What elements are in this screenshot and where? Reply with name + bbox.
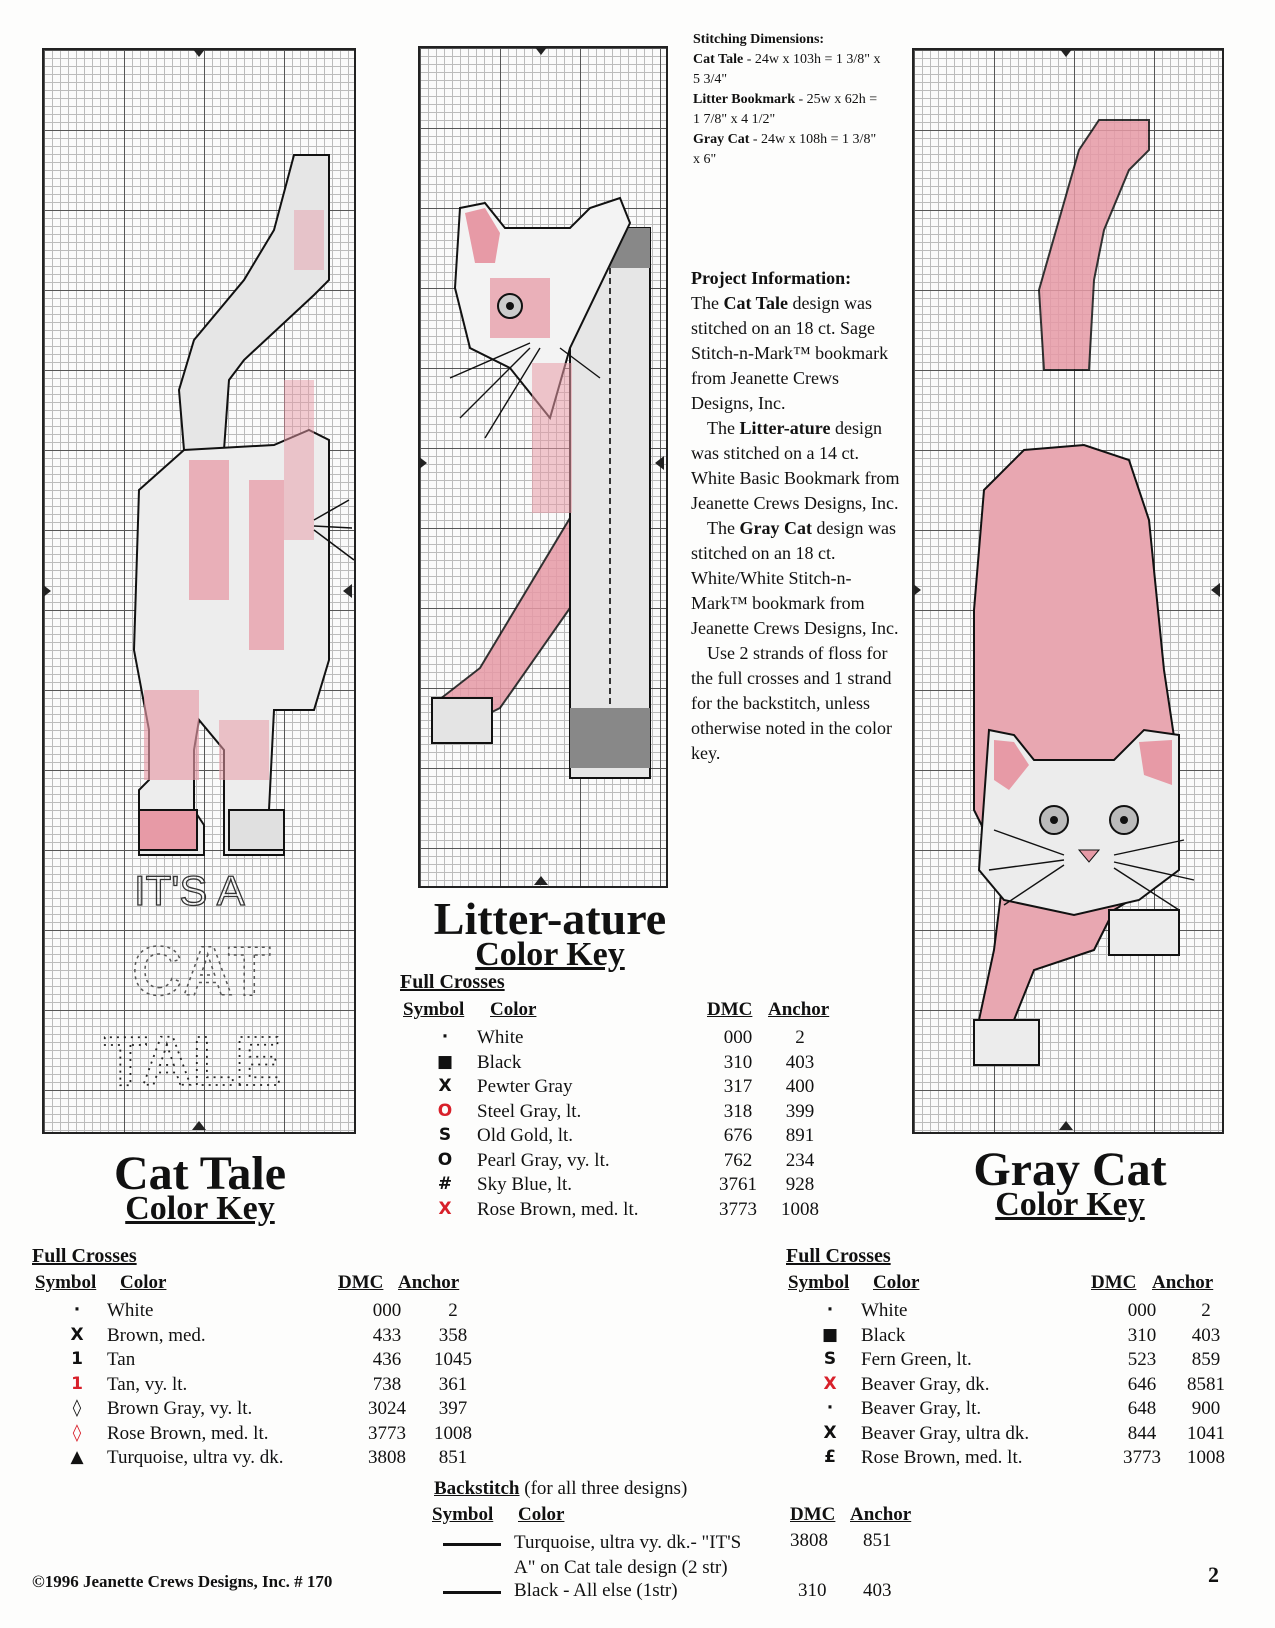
project-text: The bbox=[707, 418, 740, 438]
color-name: White bbox=[477, 1027, 524, 1048]
project-strands-note: Use 2 strands of floss for the full crosses and 1 strand for the backstitch, unless otherwise noted in the color key. bbox=[691, 643, 892, 763]
backstitch-color-header: Color bbox=[518, 1504, 565, 1525]
color-symbol: · bbox=[826, 1300, 834, 1320]
project-heading: Project Information: bbox=[691, 268, 852, 288]
color-name: Beaver Gray, ultra dk. bbox=[861, 1422, 1030, 1444]
color-key-row bbox=[430, 1052, 850, 1076]
gray-cat-color-header: Color bbox=[873, 1272, 920, 1293]
anchor-number: 403 bbox=[1191, 1324, 1221, 1346]
center-marker-icon bbox=[418, 456, 427, 470]
backstitch-line-icon bbox=[443, 1591, 501, 1594]
color-symbol: ■ bbox=[821, 1324, 839, 1345]
gray-cat-symbol-header: Symbol bbox=[788, 1272, 850, 1293]
anchor-number: 1008 bbox=[434, 1422, 472, 1444]
backstitch-row-1-line1: Turquoise, ultra vy. dk.- "IT'S bbox=[514, 1532, 742, 1553]
center-marker-icon bbox=[42, 584, 51, 598]
center-marker-icon bbox=[655, 456, 664, 470]
litter-ature-chart bbox=[418, 46, 668, 888]
color-key-row bbox=[430, 1101, 850, 1125]
anchor-number: 2 bbox=[795, 1027, 805, 1048]
center-marker-icon bbox=[192, 1121, 206, 1130]
color-symbol: £ bbox=[824, 1447, 836, 1467]
project-text: design was stitched on an 18 ct. Sage Stitch-n-Mark™ bookmark from Jeanette Crews Designs, Inc. bbox=[691, 293, 889, 413]
color-symbol: 1 bbox=[71, 1373, 83, 1394]
dim-gray-cat-name: Gray Cat bbox=[693, 132, 750, 147]
color-key-row bbox=[430, 1174, 850, 1198]
color-key-row bbox=[815, 1447, 1235, 1471]
backstitch-symbol-header: Symbol bbox=[432, 1504, 494, 1525]
dmc-number: 000 bbox=[1127, 1300, 1157, 1321]
anchor-number: 397 bbox=[438, 1398, 468, 1419]
project-design-name: Litter-ature bbox=[739, 418, 831, 438]
cat-tale-chart bbox=[42, 48, 356, 1134]
color-name: White bbox=[107, 1300, 154, 1321]
project-design-name: Cat Tale bbox=[723, 293, 788, 313]
backstitch-row-1-color bbox=[514, 1530, 741, 1580]
backstitch-dmc-header: DMC bbox=[790, 1504, 836, 1525]
dmc-number: 3761 bbox=[719, 1174, 757, 1195]
dmc-number: 317 bbox=[723, 1076, 753, 1097]
color-symbol: · bbox=[441, 1027, 449, 1047]
color-symbol: S bbox=[823, 1349, 837, 1369]
color-symbol: X bbox=[823, 1422, 837, 1443]
color-symbol: X bbox=[823, 1373, 837, 1394]
anchor-number: 851 bbox=[438, 1447, 468, 1468]
cat-tale-symbol-header: Symbol bbox=[35, 1272, 97, 1293]
center-marker-icon bbox=[1059, 48, 1073, 57]
color-key-row bbox=[62, 1398, 482, 1422]
litter-anchor-header: Anchor bbox=[768, 999, 830, 1020]
dmc-number: 3024 bbox=[368, 1398, 406, 1419]
gray-cat-dmc-header: DMC bbox=[1091, 1272, 1137, 1293]
dmc-number: 3773 bbox=[1123, 1447, 1161, 1468]
dmc-number: 646 bbox=[1127, 1373, 1157, 1395]
color-name: Tan, vy. lt. bbox=[107, 1373, 188, 1395]
anchor-number: 1045 bbox=[434, 1349, 472, 1370]
gray-cat-motif bbox=[914, 50, 1222, 1132]
cat-tale-color-header: Color bbox=[120, 1272, 167, 1293]
color-symbol: S bbox=[438, 1125, 452, 1145]
color-symbol: ◊ bbox=[72, 1422, 82, 1443]
anchor-number: 399 bbox=[785, 1100, 815, 1122]
anchor-number: 2 bbox=[1201, 1300, 1211, 1321]
center-marker-icon bbox=[1211, 583, 1220, 597]
dmc-number: 3773 bbox=[719, 1198, 757, 1220]
color-name: Rose Brown, med. lt. bbox=[107, 1422, 269, 1444]
litter-symbol-header: Symbol bbox=[403, 999, 465, 1020]
color-name: White bbox=[861, 1300, 908, 1321]
gray-cat-anchor-header: Anchor bbox=[1152, 1272, 1214, 1293]
backstitch-line-icon bbox=[443, 1543, 501, 1546]
anchor-number: 358 bbox=[438, 1324, 468, 1346]
gray-cat-full-crosses-heading: Full Crosses bbox=[786, 1245, 891, 1267]
dmc-number: 433 bbox=[372, 1324, 402, 1346]
litter-ature-subtitle: Color Key bbox=[475, 936, 625, 973]
color-key-row bbox=[430, 1076, 850, 1100]
backstitch-row-1-anchor: 851 bbox=[863, 1530, 892, 1551]
copyright: ©1996 Jeanette Crews Designs, Inc. # 170 bbox=[32, 1572, 333, 1591]
dim-gray-cat-text: - 24w x 108h = 1 3/8" x 6" bbox=[693, 132, 877, 167]
gray-cat-title: Gray Cat bbox=[973, 1143, 1167, 1196]
project-text: The bbox=[691, 293, 724, 313]
center-marker-icon bbox=[343, 584, 352, 598]
cat-tale-full-crosses-heading: Full Crosses bbox=[32, 1245, 137, 1267]
anchor-number: 8581 bbox=[1187, 1373, 1225, 1395]
project-text: The bbox=[707, 518, 740, 538]
anchor-number: 403 bbox=[785, 1051, 815, 1073]
dmc-number: 844 bbox=[1127, 1422, 1157, 1444]
project-text: design was stitched on a 14 ct. White Basic Bookmark from Jeanette Crews Designs, Inc. bbox=[691, 418, 900, 513]
litter-dmc-header: DMC bbox=[707, 999, 753, 1020]
backstitch-heading: Backstitch bbox=[434, 1478, 520, 1499]
cat-tale-anchor-header: Anchor bbox=[398, 1272, 460, 1293]
center-marker-icon bbox=[192, 48, 206, 57]
color-name: Brown, med. bbox=[107, 1324, 206, 1346]
anchor-number: 900 bbox=[1191, 1398, 1221, 1419]
color-name: Rose Brown, med. lt. bbox=[477, 1198, 639, 1220]
litter-color-header: Color bbox=[490, 999, 537, 1020]
color-name: Pearl Gray, vy. lt. bbox=[477, 1149, 610, 1171]
color-key-row bbox=[430, 1199, 850, 1223]
dmc-number: 738 bbox=[372, 1373, 402, 1395]
color-key-row bbox=[62, 1423, 482, 1447]
color-key-row bbox=[62, 1374, 482, 1398]
dmc-number: 762 bbox=[723, 1149, 753, 1171]
color-name: Steel Gray, lt. bbox=[477, 1100, 582, 1122]
color-name: Pewter Gray bbox=[477, 1076, 573, 1097]
color-symbol: · bbox=[826, 1398, 834, 1418]
color-symbol: O bbox=[437, 1100, 453, 1121]
color-symbol: # bbox=[437, 1174, 453, 1194]
anchor-number: 859 bbox=[1191, 1349, 1221, 1370]
dimensions-heading: Stitching Dimensions: bbox=[693, 32, 825, 47]
chart-text-cat: CAT bbox=[132, 932, 271, 1010]
color-key-row bbox=[430, 1027, 850, 1051]
color-symbol: ▲ bbox=[70, 1447, 84, 1467]
color-name: Rose Brown, med. lt. bbox=[861, 1447, 1023, 1468]
color-key-row bbox=[62, 1447, 482, 1471]
center-marker-icon bbox=[534, 46, 548, 55]
backstitch-row-2-anchor: 403 bbox=[863, 1580, 892, 1601]
project-design-name: Gray Cat bbox=[739, 518, 812, 538]
color-symbol: X bbox=[70, 1324, 84, 1345]
dmc-number: 3773 bbox=[368, 1422, 406, 1444]
center-marker-icon bbox=[912, 583, 921, 597]
cat-tale-dmc-header: DMC bbox=[338, 1272, 384, 1293]
project-information bbox=[691, 266, 901, 766]
dmc-number: 523 bbox=[1127, 1349, 1157, 1370]
anchor-number: 1008 bbox=[1187, 1447, 1225, 1468]
color-name: Beaver Gray, lt. bbox=[861, 1398, 982, 1419]
center-marker-icon bbox=[1059, 1121, 1073, 1130]
color-key-row bbox=[815, 1300, 1235, 1324]
chart-text-tale: TALE bbox=[104, 1022, 282, 1100]
anchor-number: 1008 bbox=[781, 1198, 819, 1220]
color-name: Beaver Gray, dk. bbox=[861, 1373, 990, 1395]
color-key-row bbox=[815, 1325, 1235, 1349]
color-symbol: 1 bbox=[71, 1349, 83, 1369]
litter-ature-title: Litter-ature bbox=[433, 893, 667, 944]
color-name: Black bbox=[861, 1324, 906, 1346]
color-symbol: X bbox=[438, 1076, 452, 1096]
anchor-number: 2 bbox=[448, 1300, 458, 1321]
backstitch-row-1-line2: A" on Cat tale design (2 str) bbox=[514, 1557, 728, 1578]
litter-ature-motif bbox=[420, 48, 666, 886]
backstitch-note: (for all three designs) bbox=[519, 1478, 688, 1499]
dmc-number: 000 bbox=[372, 1300, 402, 1321]
color-key-row bbox=[815, 1423, 1235, 1447]
color-key-row bbox=[430, 1150, 850, 1174]
anchor-number: 1041 bbox=[1187, 1422, 1225, 1444]
anchor-number: 361 bbox=[438, 1373, 468, 1395]
color-name: Brown Gray, vy. lt. bbox=[107, 1398, 253, 1419]
dim-litter-text: - 25w x 62h = 1 7/8" x 4 1/2" bbox=[693, 92, 878, 127]
dmc-number: 000 bbox=[723, 1027, 753, 1048]
color-symbol: ■ bbox=[436, 1051, 454, 1072]
color-name: Sky Blue, lt. bbox=[477, 1174, 573, 1195]
anchor-number: 891 bbox=[785, 1125, 815, 1146]
color-symbol: · bbox=[73, 1300, 81, 1320]
dmc-number: 648 bbox=[1127, 1398, 1157, 1419]
gray-cat-chart bbox=[912, 48, 1224, 1134]
dmc-number: 310 bbox=[723, 1051, 753, 1073]
cat-tale-subtitle: Color Key bbox=[125, 1190, 275, 1227]
project-text: design was stitched on an 18 ct. White/White Stitch-n-Mark™ bookmark from Jeanette Crews Designs, Inc. bbox=[691, 518, 899, 638]
dmc-number: 436 bbox=[372, 1349, 402, 1370]
dmc-number: 318 bbox=[723, 1100, 753, 1122]
color-name: Black bbox=[477, 1051, 522, 1073]
dim-litter-name: Litter Bookmark bbox=[693, 92, 796, 107]
dmc-number: 676 bbox=[723, 1125, 753, 1146]
color-name: Fern Green, lt. bbox=[861, 1349, 972, 1370]
dim-cat-tale-text: - 24w x 103h = 1 3/8" x 5 3/4" bbox=[693, 52, 881, 87]
color-key-row bbox=[815, 1349, 1235, 1373]
anchor-number: 400 bbox=[785, 1076, 815, 1097]
dmc-number: 310 bbox=[1127, 1324, 1157, 1346]
cat-tale-title: Cat Tale bbox=[113, 1147, 287, 1200]
anchor-number: 928 bbox=[785, 1174, 815, 1195]
dmc-number: 3808 bbox=[368, 1447, 406, 1468]
color-key-row bbox=[815, 1374, 1235, 1398]
stitching-dimensions bbox=[693, 30, 883, 170]
color-symbol: ◊ bbox=[72, 1398, 82, 1418]
color-name: Tan bbox=[107, 1349, 136, 1370]
backstitch-row-1-dmc: 3808 bbox=[790, 1530, 828, 1551]
color-key-row bbox=[62, 1300, 482, 1324]
chart-text-its-a: IT'S A bbox=[134, 867, 245, 914]
color-key-row bbox=[815, 1398, 1235, 1422]
backstitch-anchor-header: Anchor bbox=[850, 1504, 912, 1525]
anchor-number: 234 bbox=[785, 1149, 815, 1171]
color-symbol: O bbox=[437, 1149, 453, 1170]
center-marker-icon bbox=[534, 876, 548, 885]
backstitch-row-2-dmc: 310 bbox=[798, 1580, 827, 1601]
gray-cat-subtitle: Color Key bbox=[995, 1186, 1145, 1223]
color-key-row bbox=[62, 1325, 482, 1349]
backstitch-heading-row bbox=[434, 1478, 687, 1500]
cat-tale-motif bbox=[44, 50, 354, 1132]
page-number: 2 bbox=[1208, 1562, 1219, 1587]
litter-full-crosses-heading: Full Crosses bbox=[400, 971, 505, 993]
color-name: Turquoise, ultra vy. dk. bbox=[107, 1447, 284, 1468]
dim-cat-tale-name: Cat Tale bbox=[693, 52, 744, 67]
color-key-row bbox=[62, 1349, 482, 1373]
color-key-row bbox=[430, 1125, 850, 1149]
color-name: Old Gold, lt. bbox=[477, 1125, 574, 1146]
backstitch-row-2-color: Black - All else (1str) bbox=[514, 1580, 678, 1601]
color-symbol: X bbox=[438, 1198, 452, 1219]
